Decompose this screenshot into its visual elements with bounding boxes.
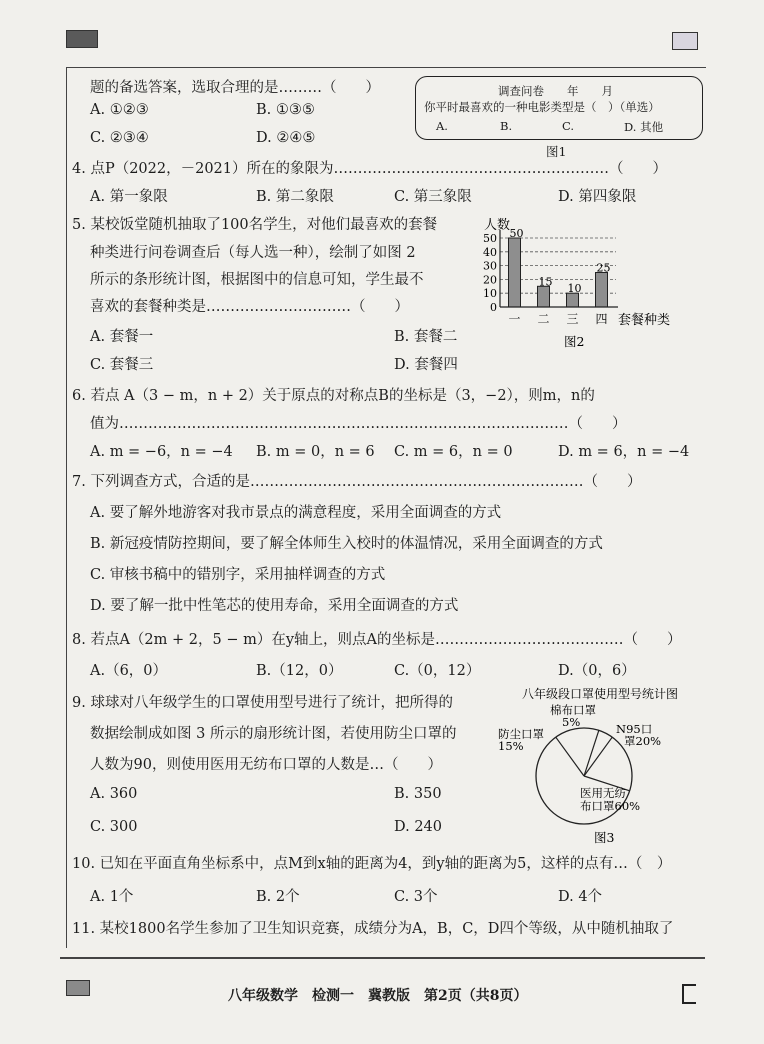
q9-line-3: 人数为90，则使用医用无纺布口罩的人数是…（ ） — [90, 757, 442, 773]
q9-option-d: D. 240 — [394, 819, 443, 835]
q6-line-1: 6. 若点 A（3 − m，n + 2）关于原点的对称点B的坐标是（3，−2），则m，n的 — [72, 388, 595, 404]
q8-stem: 8. 若点A（2m + 2，5 − m）在y轴上，则点A的坐标是…………………………………（ ） — [72, 632, 682, 648]
survey-option-b: B. — [500, 119, 513, 133]
q3-option-c: C. ②③④ — [90, 130, 149, 146]
q3-option-a: A. ①②③ — [90, 102, 149, 118]
bar-data-label: 50 — [509, 227, 524, 240]
registration-mark-top-left — [66, 30, 98, 48]
q9-line-1: 9. 球球对八年级学生的口罩使用型号进行了统计，把所得的 — [72, 695, 453, 711]
q6-option-d: D. m = 6，n = −4 — [558, 444, 690, 460]
q6-option-b: B. m = 0，n = 6 — [256, 444, 375, 460]
q7-option-b: B. 新冠疫情防控期间，要了解全体师生入校时的体温情况，采用全面调查的方式 — [90, 536, 603, 552]
footer-rule — [60, 957, 705, 959]
pie-slice-boundary-3 — [584, 730, 599, 776]
q9-line-2: 数据绘制成如图 3 所示的扇形统计图，若使用防尘口罩的 — [90, 726, 457, 742]
bar-data-label: 15 — [538, 275, 553, 289]
q6-option-a: A. m = −6，n = −4 — [90, 444, 233, 460]
pie-chart-figure3 — [492, 684, 706, 850]
y-tick-label: 40 — [483, 245, 497, 259]
survey-question: 你平时最喜欢的一种电影类型是（ ）（单选） — [424, 100, 660, 114]
y-tick-label: 50 — [483, 232, 497, 245]
q7-option-d: D. 要了解一批中性笔芯的使用寿命，采用全面调查的方式 — [90, 598, 459, 614]
pie-slice-percent: 5% — [562, 715, 581, 729]
pie-slice-label: 防尘口罩 — [498, 727, 544, 741]
q4-option-b: B. 第二象限 — [256, 189, 334, 205]
q3-option-b: B. ①③⑤ — [256, 102, 315, 118]
q5-option-a: A. 套餐一 — [90, 329, 154, 345]
left-margin-line — [66, 68, 67, 948]
x-tick-label: 三 — [566, 312, 579, 326]
figure1-caption: 图1 — [546, 144, 567, 159]
q8-option-d: D.（0，6） — [558, 663, 636, 679]
y-tick-label: 30 — [483, 259, 497, 273]
y-tick-label: 0 — [490, 301, 497, 314]
pie-slice-label: 棉布口罩 — [550, 703, 596, 717]
bar-chart-x-ticks — [508, 312, 607, 326]
bar-3 — [567, 293, 579, 307]
bar-4 — [596, 273, 608, 308]
survey-option-c: C. — [562, 119, 575, 133]
q5-option-d: D. 套餐四 — [394, 357, 458, 373]
q3-option-d: D. ②④⑤ — [256, 130, 316, 146]
registration-mark-bottom-left — [66, 980, 90, 996]
x-tick-label: 一 — [508, 312, 521, 326]
x-tick-label: 四 — [595, 312, 608, 326]
pie-slice-percent: 15% — [498, 739, 524, 753]
q4-option-a: A. 第一象限 — [90, 189, 168, 205]
q6-line-2: 值为…………………………………………………………………………………（ ） — [90, 416, 627, 432]
x-tick-label: 二 — [537, 312, 550, 326]
q8-option-c: C.（0，12） — [394, 663, 481, 679]
q8-option-a: A.（6，0） — [90, 663, 168, 679]
survey-option-d: D. 其他 — [624, 120, 664, 134]
bar-1 — [509, 238, 521, 307]
survey-questionnaire-box — [415, 76, 703, 140]
q10-option-c: C. 3个 — [394, 889, 438, 905]
q11-stem: 11. 某校1800名学生参加了卫生知识竞赛，成绩分为A，B，C，D四个等级，从中随机抽取了 — [72, 921, 674, 937]
survey-header: 调查问卷 年 月 — [498, 84, 613, 98]
bar-chart-xlabel: 套餐种类 — [618, 313, 671, 328]
bar-chart-y-ticks — [483, 232, 497, 314]
pie-chart-caption: 图3 — [594, 830, 615, 845]
pie-slice-label: 医用无纺 — [580, 786, 626, 800]
pie-chart-labels — [498, 703, 661, 813]
q7-option-c: C. 审核书稿中的错别字，采用抽样调查的方式 — [90, 567, 386, 583]
pie-slice-boundary-4 — [584, 737, 612, 776]
pie-slice-label-cont: 罩20% — [624, 734, 662, 748]
bar-chart-ylabel: 人数 — [484, 218, 511, 233]
pie-slice-label-cont: 布口罩60% — [580, 799, 641, 813]
bar-data-label: 10 — [567, 282, 582, 296]
q7-stem: 7. 下列调查方式，合适的是……………………………………………………………（ ） — [72, 474, 642, 490]
registration-mark-top-right — [672, 32, 698, 50]
bar-chart-figure2 — [470, 212, 680, 362]
q6-option-c: C. m = 6，n = 0 — [394, 444, 513, 460]
q5-line-4: 喜欢的套餐种类是…………………………（ ） — [90, 299, 409, 315]
q9-option-a: A. 360 — [90, 786, 138, 802]
q9-option-b: B. 350 — [394, 786, 442, 802]
bar-2 — [538, 286, 550, 307]
pie-slice-label: N95口 — [616, 722, 653, 736]
survey-option-a: A. — [436, 119, 448, 133]
y-tick-label: 20 — [483, 273, 497, 287]
q3-stem-tail: 题的备选答案，选取合理的是………（ ） — [90, 80, 380, 96]
q5-option-c: C. 套餐三 — [90, 357, 154, 373]
q10-stem: 10. 已知在平面直角坐标系中，点M到x轴的距离为4，到y轴的距离为5，这样的点有…（ ） — [72, 856, 672, 872]
q5-line-2: 种类进行问卷调查后（每人选一种），绘制了如图 2 — [90, 245, 416, 261]
corner-bracket — [682, 984, 696, 1004]
q4-option-d: D. 第四象限 — [558, 189, 637, 205]
pie-slice-boundary-2 — [556, 737, 584, 776]
q10-option-d: D. 4个 — [558, 889, 603, 905]
bar-data-label: 25 — [596, 261, 611, 275]
y-tick-label: 10 — [483, 287, 497, 301]
q10-option-b: B. 2个 — [256, 889, 300, 905]
pie-chart-title: 八年级段口罩使用型号统计图 — [521, 687, 679, 701]
q8-option-b: B.（12，0） — [256, 663, 343, 679]
bar-chart-bars — [509, 238, 608, 307]
q4-option-c: C. 第三象限 — [394, 189, 472, 205]
top-rule — [66, 67, 706, 68]
q7-option-a: A. 要了解外地游客对我市景点的满意程度，采用全面调查的方式 — [90, 505, 502, 521]
bar-chart-caption: 图2 — [564, 334, 585, 349]
q9-option-c: C. 300 — [90, 819, 138, 835]
q4-stem: 4. 点P（2022，－2021）所在的象限为…………………………………………………（ ） — [72, 161, 668, 177]
q5-line-3: 所示的条形统计图，根据图中的信息可知，学生最不 — [90, 272, 424, 288]
q5-option-b: B. 套餐二 — [394, 329, 458, 345]
q10-option-a: A. 1个 — [90, 889, 134, 905]
footer-text: 八年级数学 检测一 冀教版 第2页（共8页） — [228, 988, 528, 1004]
q5-line-1: 5. 某校饭堂随机抽取了100名学生，对他们最喜欢的套餐 — [72, 217, 438, 233]
